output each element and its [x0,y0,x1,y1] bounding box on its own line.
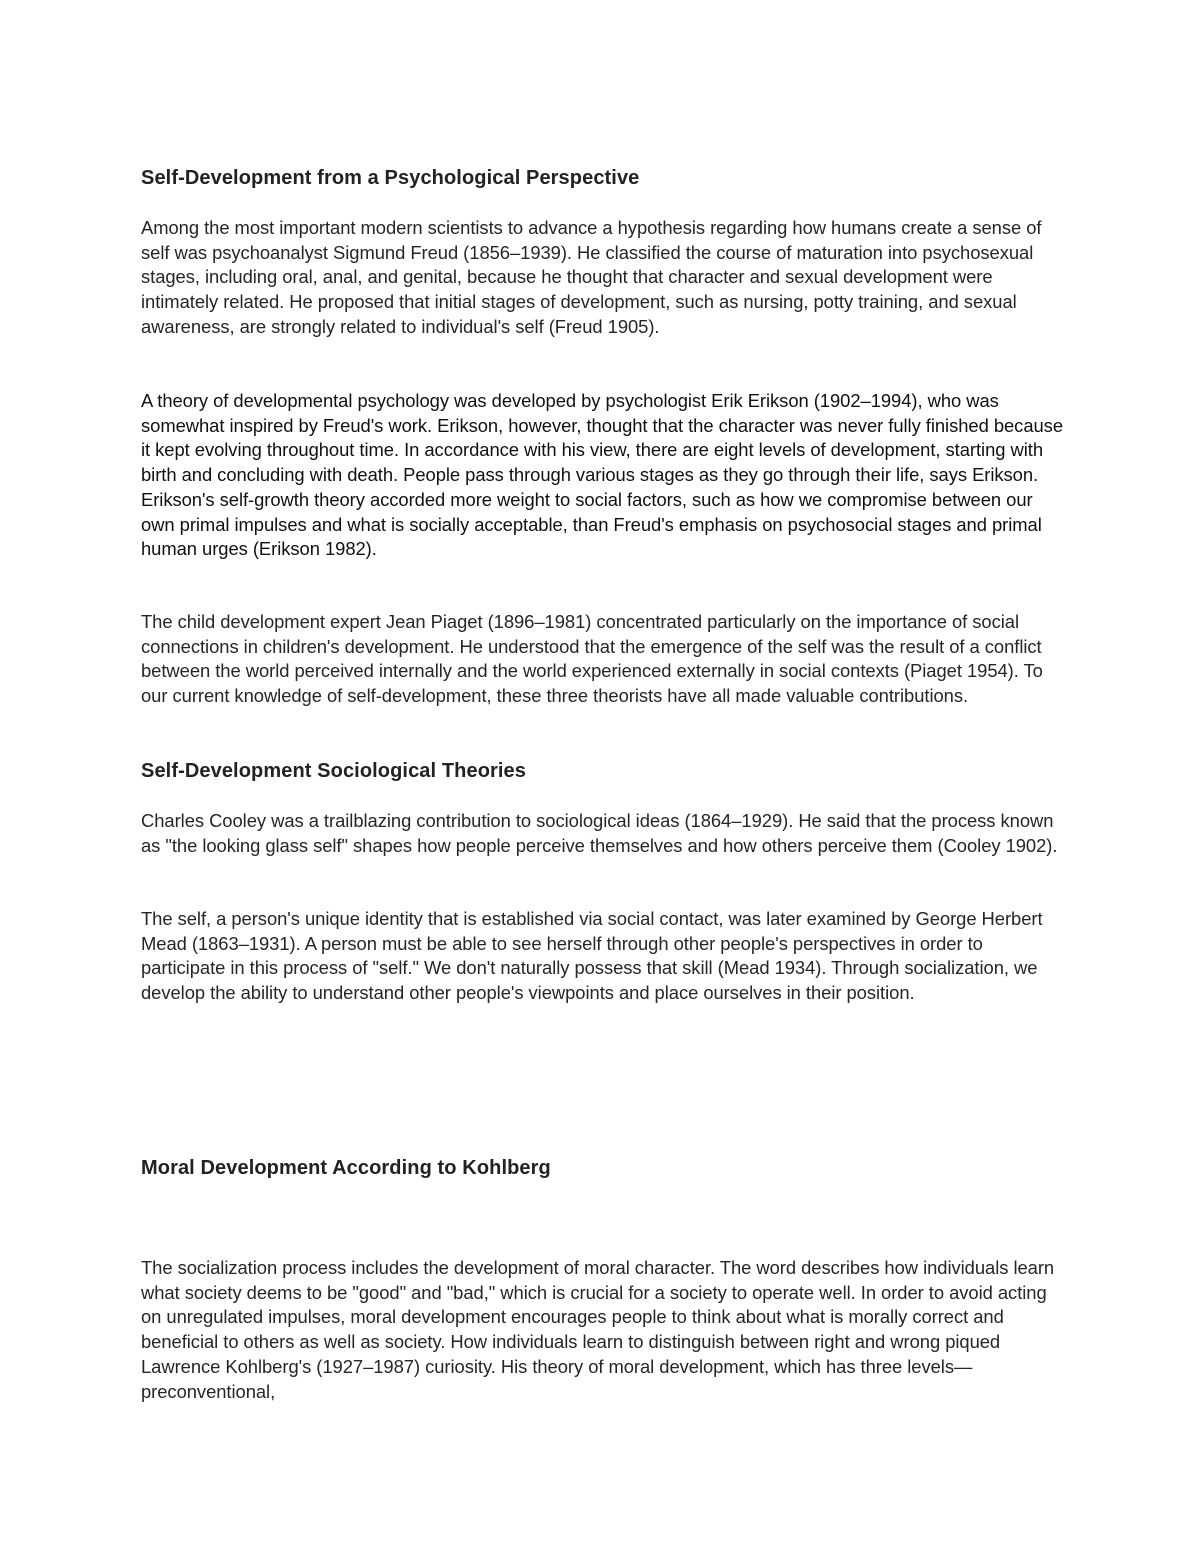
section-heading-psychological: Self-Development from a Psychological Perspective [141,167,640,189]
section-heading-kohlberg: Moral Development According to Kohlberg [141,1157,551,1179]
paragraph-freud: Among the most important modern scientists to advance a hypothesis regarding how humans create a sense of self was psychoanalyst Sigmund Freud (1856–1939). He classified the course of maturation into psychosexual stages, including oral, anal, and genital, because he thought that character and sexual development were intimately related. He proposed that initial stages of development, such as nursing, potty training, and sexual awareness, are strongly related to individual's self (Freud 1905). [141,217,1042,337]
section-heading-sociological: Self-Development Sociological Theories [141,760,527,782]
paragraph-mead: The self, a person's unique identity that is established via social contact, was later examined by George Herbert Mead (1863–1931). A person must be able to see herself through other people's perspectives in order to participate in this process of "self." We don't naturally possess that skill (Mead 1934). Through socialization, we develop the ability to understand other people's viewpoints and place ourselves in their position. [141,908,1043,1004]
paragraph-erikson: A theory of developmental psychology was developed by psychologist Erik Erikson (1902–1994), who was somewhat inspired by Freud's work. Erikson, however, thought that the character was never fully finished because it kept evolving throughout time. In accordance with his view, there are eight levels of development, starting with birth and concluding with death. People pass through various stages as they go through their life, says Erikson. Erikson's self-growth theory accorded more weight to social factors, such as how we compromise between our own primal impulses and what is socially acceptable, than Freud's emphasis on psychosocial stages and primal human urges (Erikson 1982). [141,390,1064,560]
paragraph-kohlberg: The socialization process includes the development of moral character. The word describes how individuals learn what society deems to be "good" and "bad," which is crucial for a society to operate well. In order to avoid acting on unregulated impulses, moral development encourages people to think about what is morally correct and beneficial to others as well as society. How individuals learn to distinguish between right and wrong piqued Lawrence Kohlberg's (1927–1987) curiosity. His theory of moral development, which has three levels—preconventional, [141,1257,1055,1402]
paragraph-cooley: Charles Cooley was a trailblazing contribution to sociological ideas (1864–1929). He said that the process known as "the looking glass self" shapes how people perceive themselves and how others perceive them (Cooley 1902). [141,810,1058,856]
paragraph-piaget: The child development expert Jean Piaget (1896–1981) concentrated particularly on the importance of social connections in children's development. He understood that the emergence of the self was the result of a conflict between the world perceived internally and the world experienced externally in social contexts (Piaget 1954). To our current knowledge of self-development, these three theorists have all made valuable contributions. [141,611,1043,707]
